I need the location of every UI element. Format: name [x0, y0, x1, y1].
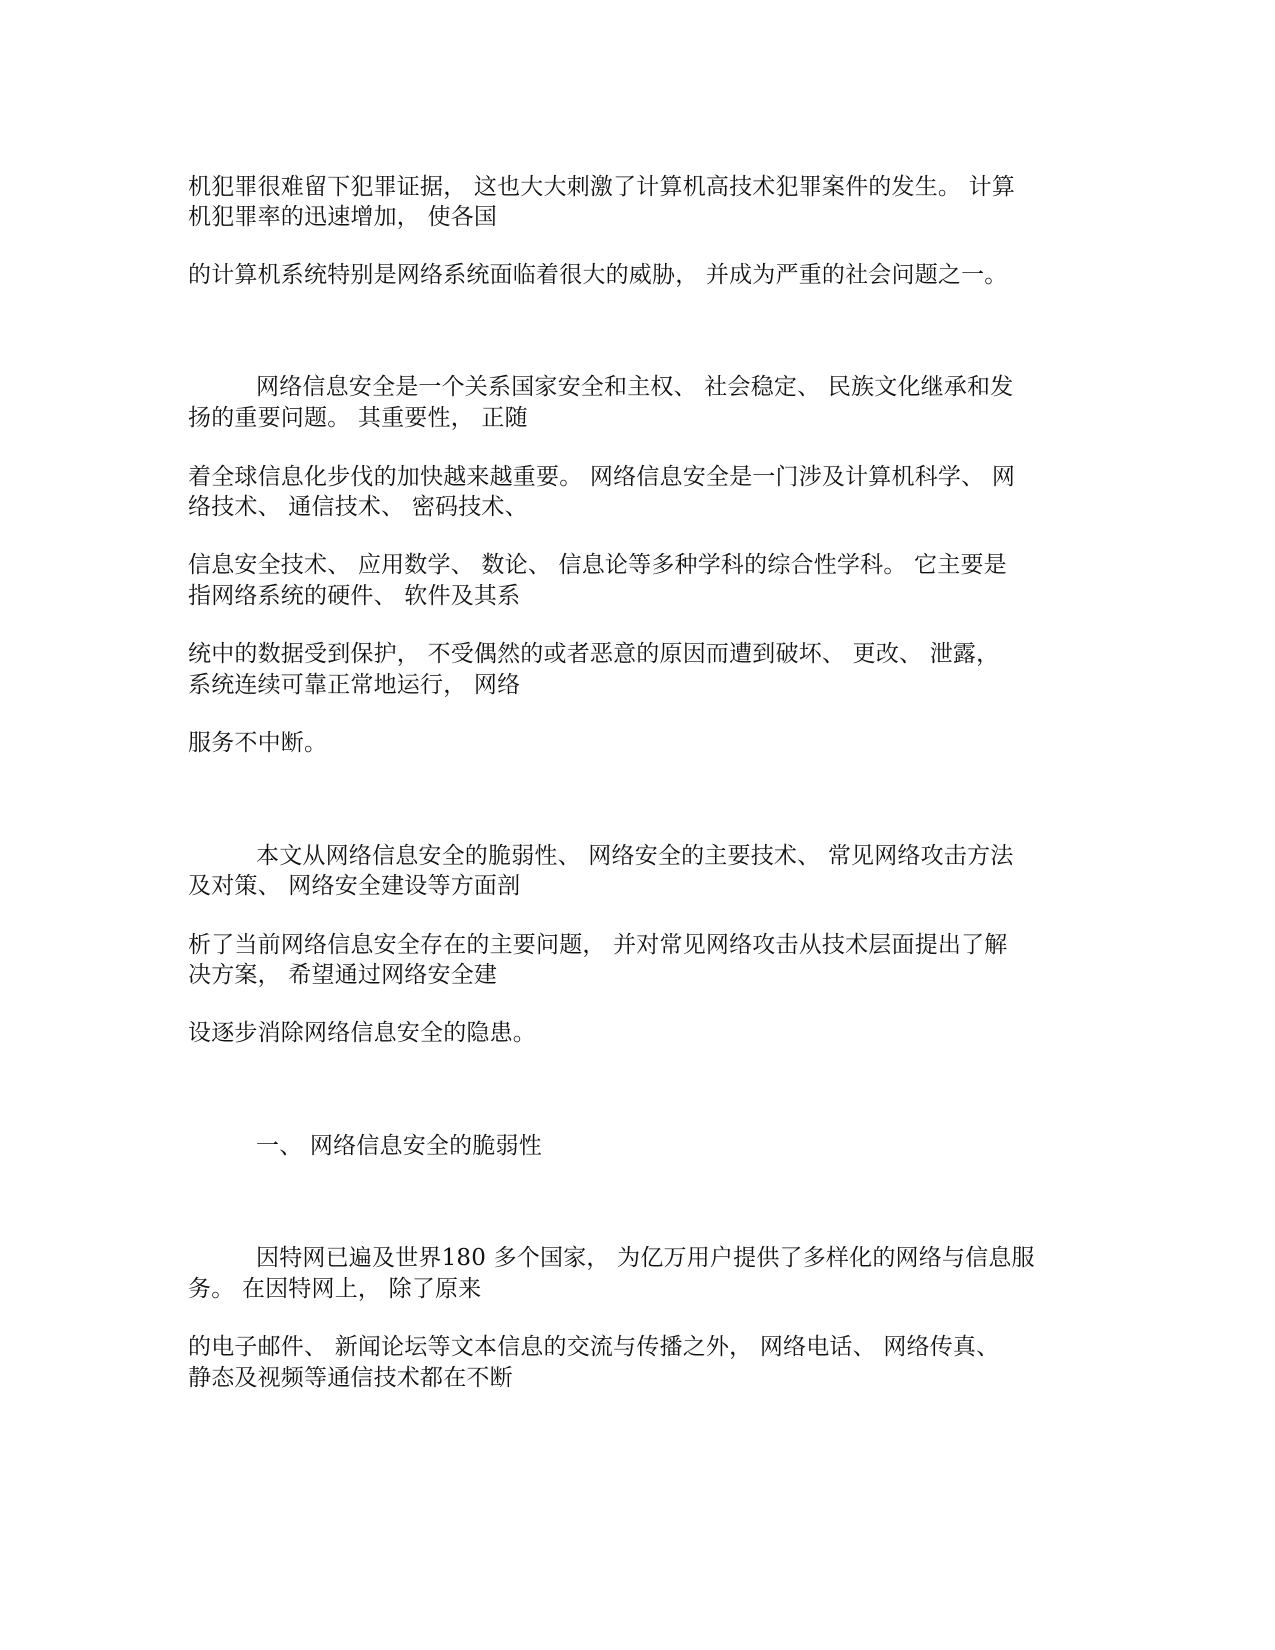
text-line: 扬的重要问题。 其重要性， 正随 — [188, 405, 528, 431]
text-line: 着全球信息化步伐的加快越来越重要。 网络信息安全是一门涉及计算机科学、 网 — [188, 464, 1016, 490]
text-line: 静态及视频等通信技术都在不断 — [188, 1365, 513, 1391]
text-line: 的电子邮件、 新闻论坛等文本信息的交流与传播之外， 网络电话、 网络传真、 — [188, 1334, 1000, 1360]
text-line: 决方案， 希望通过网络安全建 — [188, 962, 498, 988]
text-line: 的计算机系统特别是网络系统面临着很大的威胁， 并成为严重的社会问题之一。 — [188, 262, 1008, 288]
text-line: 统中的数据受到保护， 不受偶然的或者恶意的原因而遭到破坏、 更改、 泄露， — [188, 641, 1000, 667]
text-line: 机犯罪率的迅速增加， 使各国 — [188, 204, 498, 230]
text-line: 设逐步消除网络信息安全的隐患。 — [188, 1020, 536, 1046]
text-line: 指网络系统的硬件、 软件及其系 — [188, 583, 521, 609]
paragraph-first-line: 本文从网络信息安全的脆弱性、 网络安全的主要技术、 常见网络攻击方法 — [256, 843, 1014, 869]
text-line: 系统连续可靠正常地运行， 网络 — [188, 672, 521, 698]
text-line: 服务不中断。 — [188, 730, 328, 756]
text-line: 络技术、 通信技术、 密码技术、 — [188, 494, 528, 520]
text-line: 机犯罪很难留下犯罪证据， 这也大大刺激了计算机高技术犯罪案件的发生。 计算 — [188, 174, 1016, 200]
text-line: 信息安全技术、 应用数学、 数论、 信息论等多种学科的综合性学科。 它主要是 — [188, 552, 1007, 578]
paragraph-first-line: 网络信息安全是一个关系国家安全和主权、 社会稳定、 民族文化继承和发 — [256, 374, 1014, 400]
paragraph-first-line: 因特网已遍及世界180 多个国家， 为亿万用户提供了多样化的网络与信息服 — [256, 1245, 1035, 1271]
text-line: 及对策、 网络安全建设等方面剖 — [188, 873, 521, 899]
text-line: 析了当前网络信息安全存在的主要问题， 并对常见网络攻击从技术层面提出了解 — [188, 932, 1008, 958]
section-heading: 一、 网络信息安全的脆弱性 — [256, 1133, 542, 1159]
text-line: 务。 在因特网上， 除了原来 — [188, 1276, 482, 1302]
